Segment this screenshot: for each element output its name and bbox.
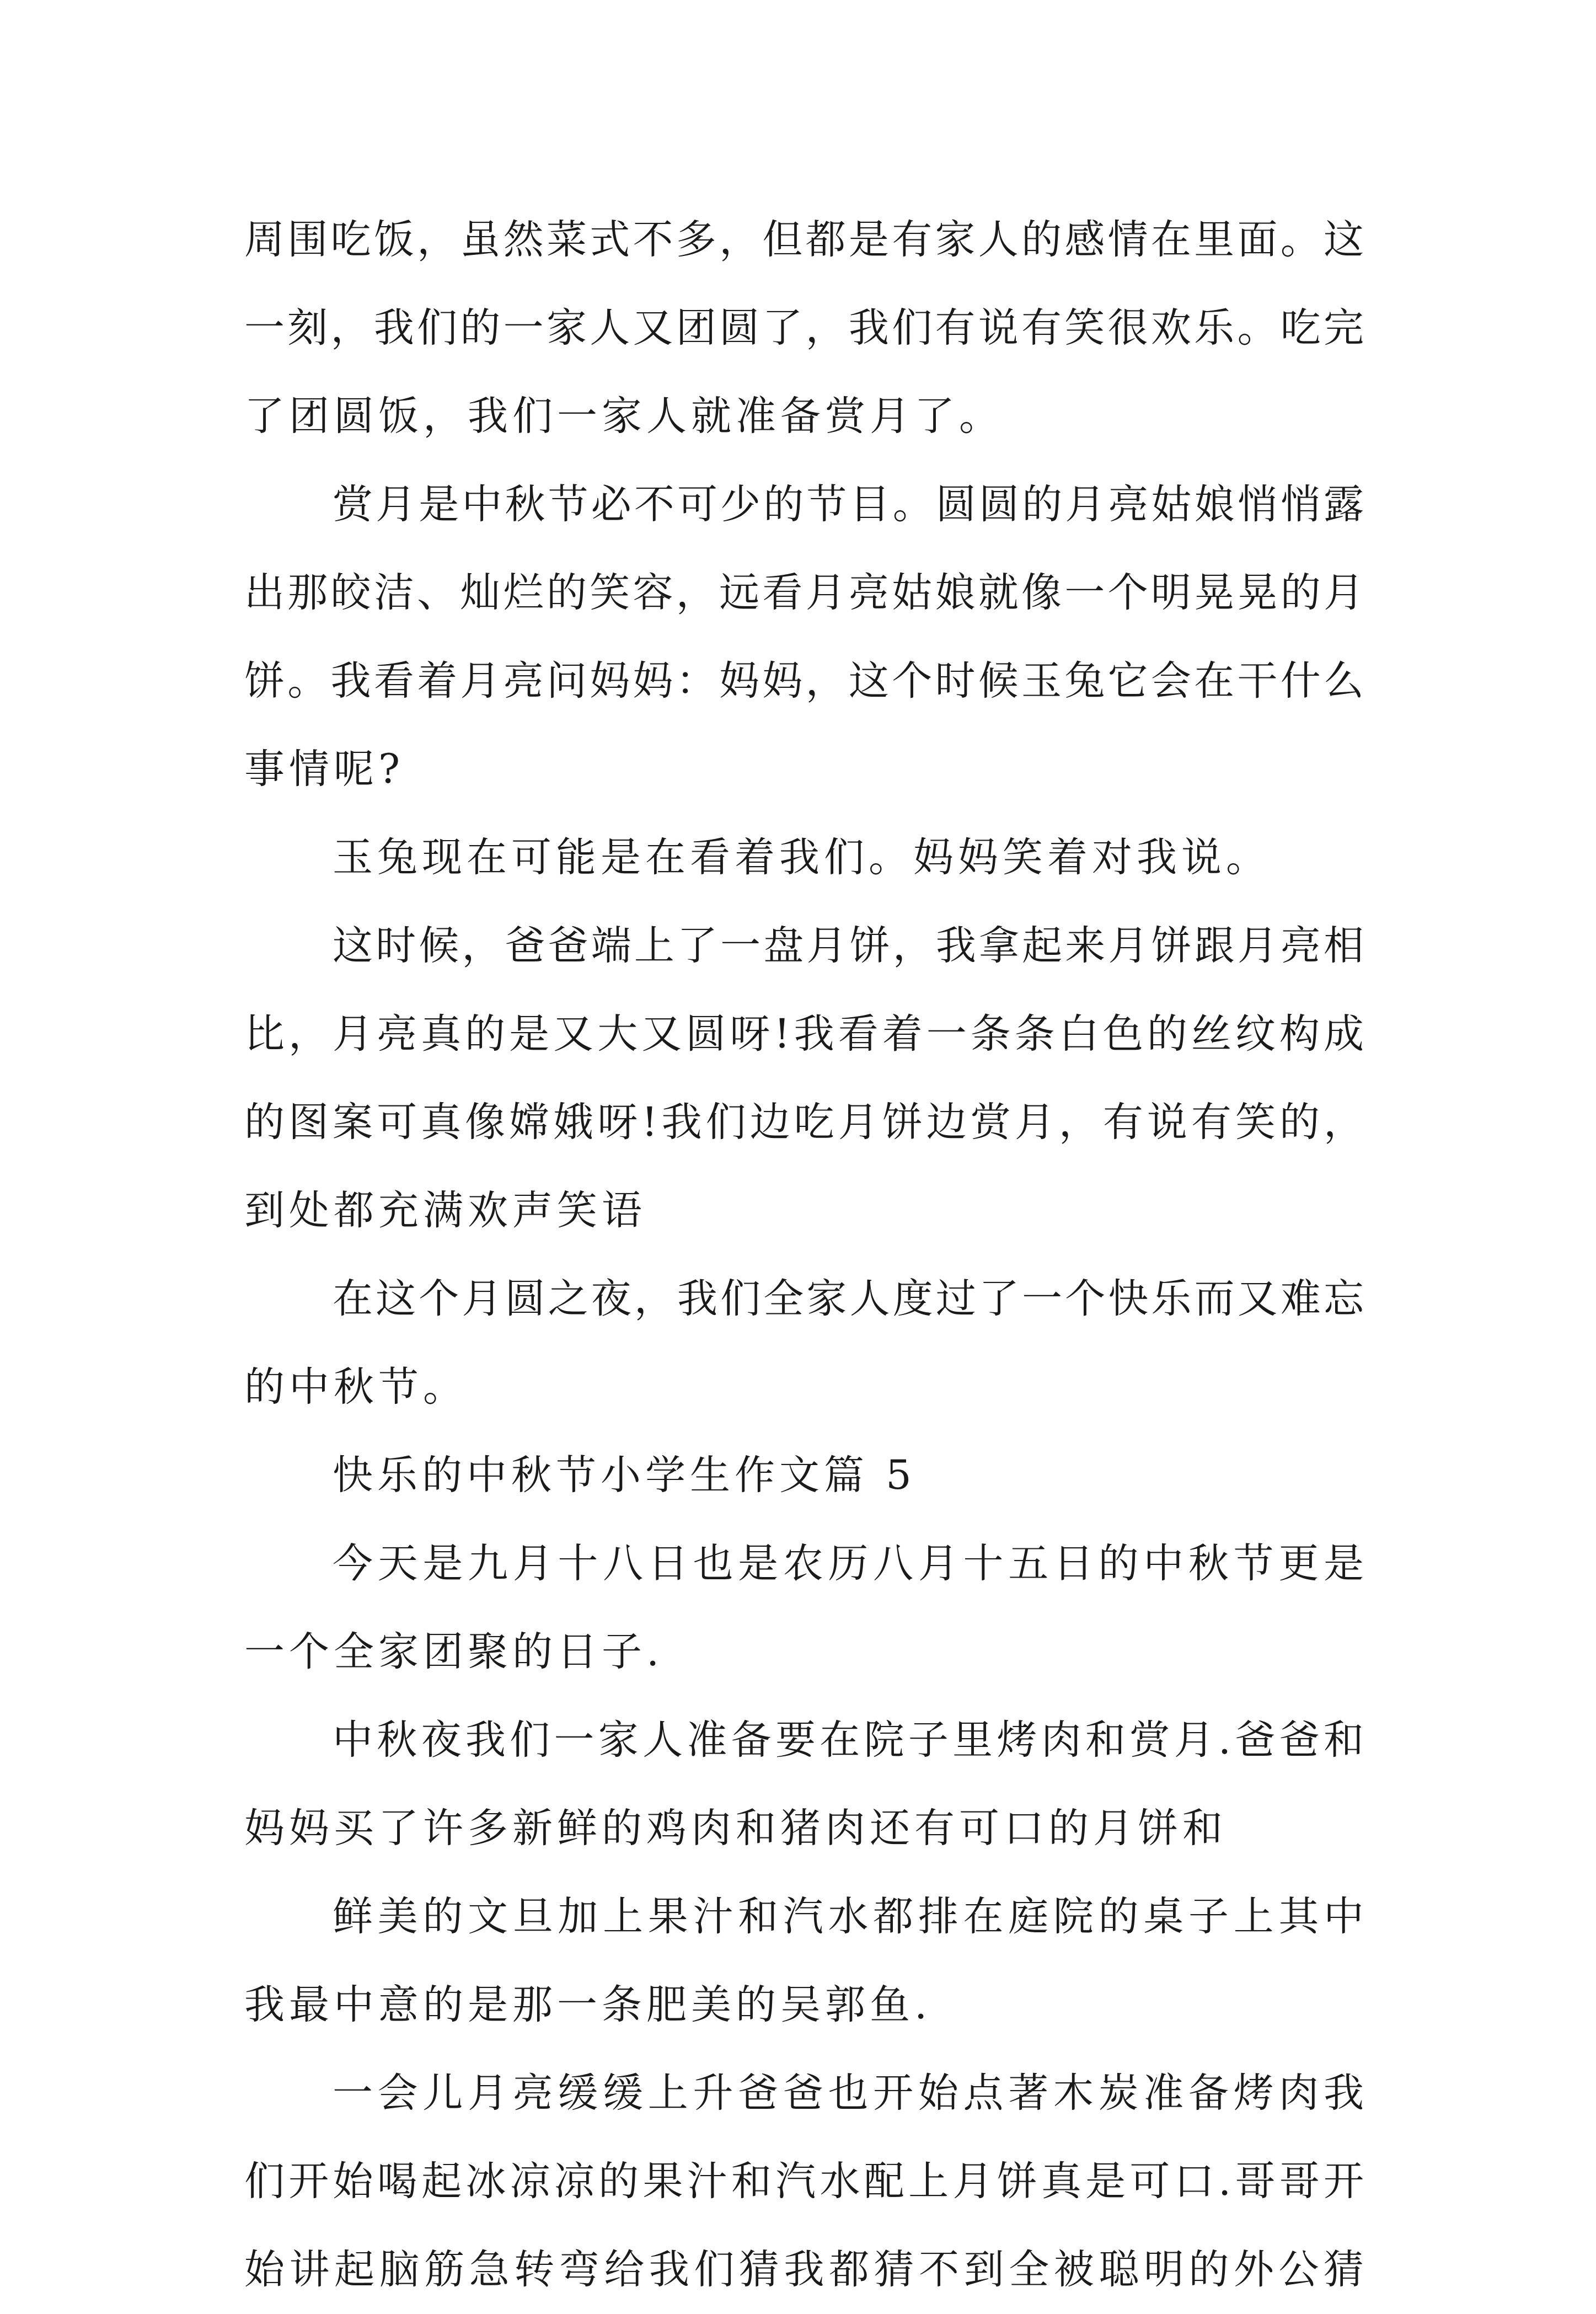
paragraph-start-line: 鲜美的文旦加上果汁和汽水都排在庭院的桌子上其中 <box>333 1893 1364 1940</box>
text-line: 到处都充满欢声笑语 <box>244 1187 646 1234</box>
section-heading: 快乐的中秋节小学生作文篇 5 <box>333 1452 916 1499</box>
text-line: 一个全家团聚的日子. <box>244 1628 664 1675</box>
paragraph-start-line: 一会儿月亮缓缓上升爸爸也开始点著木炭准备烤肉我 <box>333 2070 1364 2117</box>
text-line: 的中秋节。 <box>244 1364 468 1410</box>
text-line: 我最中意的是那一条肥美的吴郭鱼. <box>244 1981 932 2028</box>
paragraph-start-line: 这时候，爸爸端上了一盘月饼，我拿起来月饼跟月亮相 <box>333 922 1364 969</box>
paragraph-start-line: 今天是九月十八日也是农历八月十五日的中秋节更是 <box>333 1540 1364 1587</box>
text-line: 们开始喝起冰凉凉的果汁和汽水配上月饼真是可口.哥哥开 <box>244 2158 1364 2205</box>
text-line: 妈妈买了许多新鲜的鸡肉和猪肉还有可口的月饼和 <box>244 1805 1227 1852</box>
text-line: 饼。我看着月亮问妈妈：妈妈，这个时候玉兔它会在干什么 <box>244 658 1364 704</box>
text-line: 一刻，我们的一家人又团圆了，我们有说有笑很欢乐。吃完 <box>244 304 1364 351</box>
text-line: 的图案可真像嫦娥呀!我们边吃月饼边赏月，有说有笑的， <box>244 1099 1364 1146</box>
paragraph-start-line: 在这个月圆之夜，我们全家人度过了一个快乐而又难忘 <box>333 1275 1364 1322</box>
paragraph-start-line: 赏月是中秋节必不可少的节目。圆圆的月亮姑娘悄悄露 <box>333 481 1364 528</box>
text-line: 比，月亮真的是又大又圆呀!我看着一条条白色的丝纹构成 <box>244 1011 1364 1057</box>
text-line: 始讲起脑筋急转弯给我们猜我都猜不到全被聪明的外公猜 <box>244 2246 1364 2293</box>
text-line: 了团圆饭，我们一家人就准备赏月了。 <box>244 393 1004 440</box>
text-line: 出那皎洁、灿烂的笑容，远看月亮姑娘就像一个明晃晃的月 <box>244 569 1364 616</box>
text-line: 事情呢? <box>244 746 405 793</box>
paragraph-start-line: 中秋夜我们一家人准备要在院子里烤肉和赏月.爸爸和 <box>333 1717 1364 1763</box>
paragraph-start-line: 玉兔现在可能是在看着我们。妈妈笑着对我说。 <box>333 834 1271 881</box>
text-line: 周围吃饭，虽然菜式不多，但都是有家人的感情在里面。这 <box>244 216 1364 263</box>
